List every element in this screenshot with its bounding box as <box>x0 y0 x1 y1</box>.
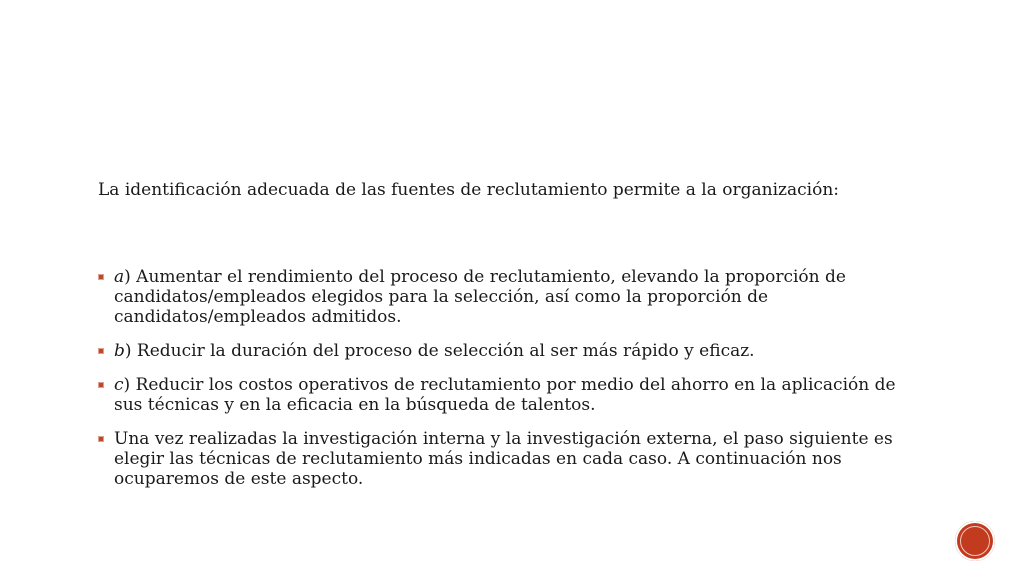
list-item <box>98 341 928 361</box>
square-bullet-icon <box>98 382 104 388</box>
item-text: ) Reducir los costos operativos de reclutamiento por medio del ahorro en la aplicación de sus técnicas y en la eficacia en la búsqueda de talentos. <box>114 375 896 415</box>
item-marker: c <box>114 375 124 395</box>
item-marker: b <box>114 341 125 361</box>
list-item <box>98 375 928 415</box>
list-item <box>98 429 928 489</box>
item-text: Una vez realizadas la investigación interna y la investigación externa, el paso siguiente es elegir las técnicas de reclutamiento más indicadas en cada caso. A continuación nos ocuparemos de este aspecto. <box>114 429 893 489</box>
slide-number-badge <box>955 521 995 561</box>
item-text: ) Aumentar el rendimiento del proceso de reclutamiento, elevando la proporción de candidatos/empleados elegidos para la selección, así como la proporción de candidatos/empleados admitidos. <box>114 267 846 327</box>
bullet-list <box>98 267 928 503</box>
slide-number <box>955 521 995 561</box>
intro-paragraph: La identificación adecuada de las fuentes de reclutamiento permite a la organización: <box>98 180 839 200</box>
square-bullet-icon <box>98 348 104 354</box>
square-bullet-icon <box>98 274 104 280</box>
item-text: ) Reducir la duración del proceso de selección al ser más rápido y eficaz. <box>124 341 755 361</box>
square-bullet-icon <box>98 436 104 442</box>
item-marker: a <box>114 267 125 287</box>
list-item <box>98 267 928 327</box>
